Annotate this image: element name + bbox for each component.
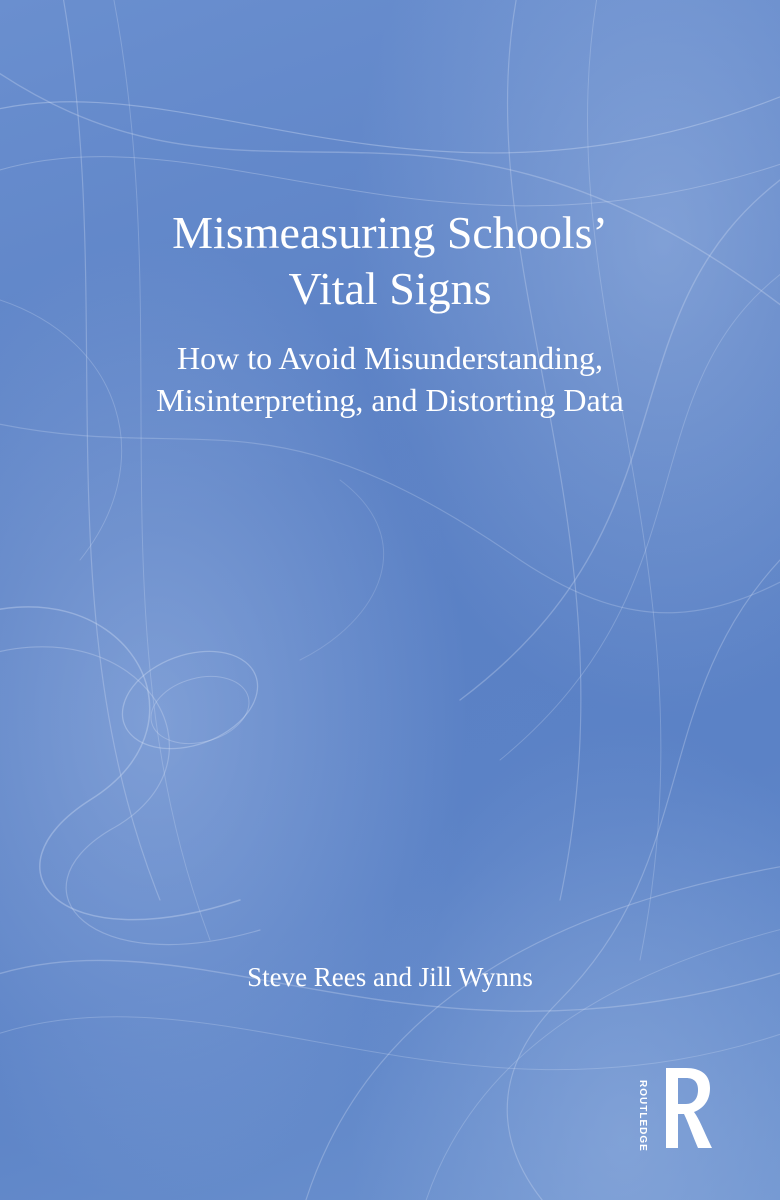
- book-authors: Steve Rees and Jill Wynns: [247, 962, 533, 992]
- title-block: [0, 205, 780, 421]
- book-title: Mismeasuring Schools’ Vital Signs: [172, 207, 608, 314]
- book-subtitle: How to Avoid Misunderstanding, Misinterpreting, and Distorting Data: [156, 340, 624, 418]
- publisher-wordmark: ROUTLEDGE: [637, 1080, 648, 1152]
- routledge-logo-icon: [658, 1062, 718, 1154]
